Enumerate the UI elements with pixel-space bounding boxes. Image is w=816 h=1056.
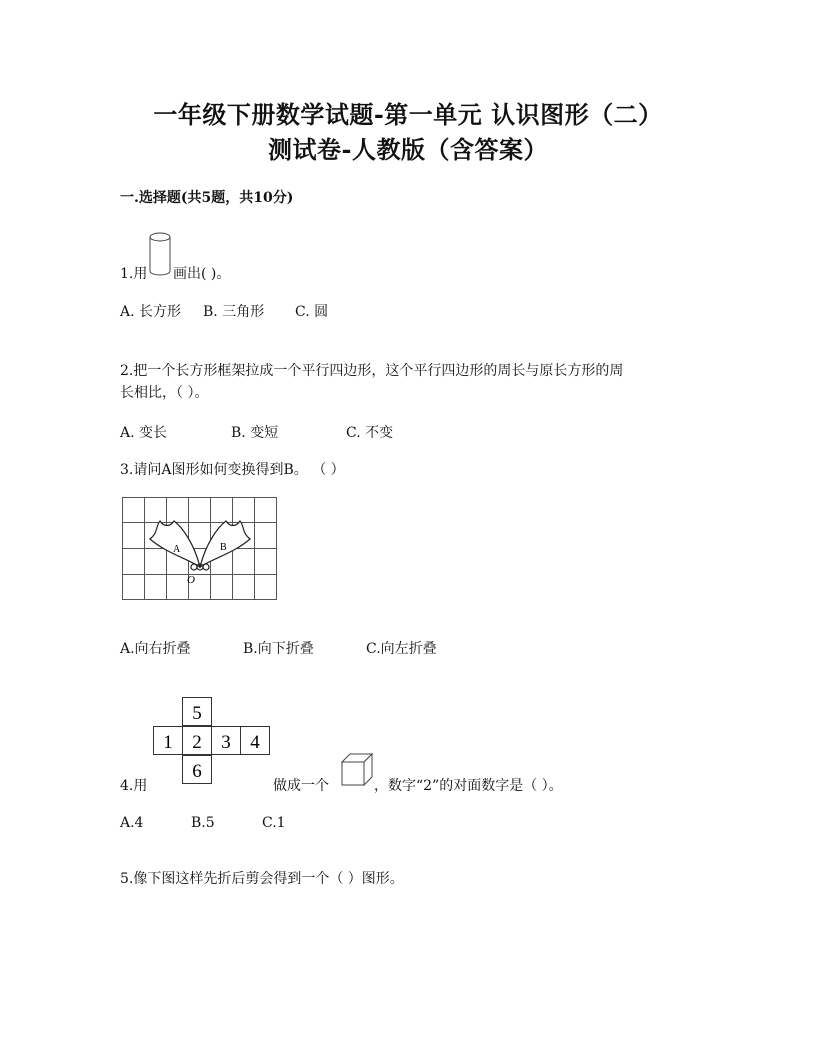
q3-option-a: A.向右折叠: [120, 641, 191, 657]
net-face-2: 2: [192, 732, 202, 753]
q1-option-a: A. 长方形: [120, 304, 182, 320]
net-face-bottom: 6: [192, 761, 202, 782]
q4-suffix: ，数字“2”的对面数字是（ ）。: [374, 778, 563, 794]
label-o: O: [187, 574, 195, 586]
q4-option-a: A.4: [120, 815, 144, 831]
q1-suffix: 画出( )。: [173, 266, 231, 282]
q4-option-c: C.1: [262, 815, 286, 831]
q4-prefix: 4.用: [120, 778, 148, 794]
q5-text: 5.像下图这样先折后剪会得到一个（ ）图形。: [120, 871, 404, 887]
q1-option-b: B. 三角形: [203, 304, 265, 320]
q4-option-b: B.5: [191, 815, 215, 831]
page-title-line1: 一年级下册数学试题-第一单元 认识图形（二）: [153, 100, 663, 129]
net-face-3: 3: [221, 732, 231, 753]
q3-option-c: C.向左折叠: [366, 641, 437, 657]
net-face-1: 1: [163, 732, 173, 753]
q2-option-c: C. 不变: [346, 425, 394, 441]
q1-prefix: 1.用: [120, 266, 148, 282]
label-a: A: [173, 544, 181, 555]
q2-text-line1: 2.把一个长方形框架拉成一个平行四边形，这个平行四边形的周长与原长方形的周: [120, 363, 624, 379]
cube-net-figure: [152, 697, 272, 787]
q2-option-b: B. 变短: [231, 425, 279, 441]
label-b: B: [220, 542, 227, 553]
q2-text-line2: 长相比，（ ）。: [120, 385, 209, 401]
section-heading: 一.选择题(共5题，共10分): [120, 190, 294, 206]
cube-icon: [340, 752, 374, 788]
net-face-4: 4: [250, 732, 260, 753]
q3-grid-figure: [120, 495, 280, 603]
q3-option-b: B.向下折叠: [243, 641, 314, 657]
page-title-line2: 测试卷-人教版（含答案）: [268, 135, 548, 164]
cylinder-icon: [148, 230, 172, 278]
q4-middle: 做成一个: [273, 778, 329, 794]
net-face-top: 5: [192, 703, 202, 724]
q1-option-c: C. 圆: [295, 304, 329, 320]
q2-option-a: A. 变长: [120, 425, 168, 441]
q3-text: 3.请问A图形如何变换得到B。 （ ）: [120, 462, 345, 478]
